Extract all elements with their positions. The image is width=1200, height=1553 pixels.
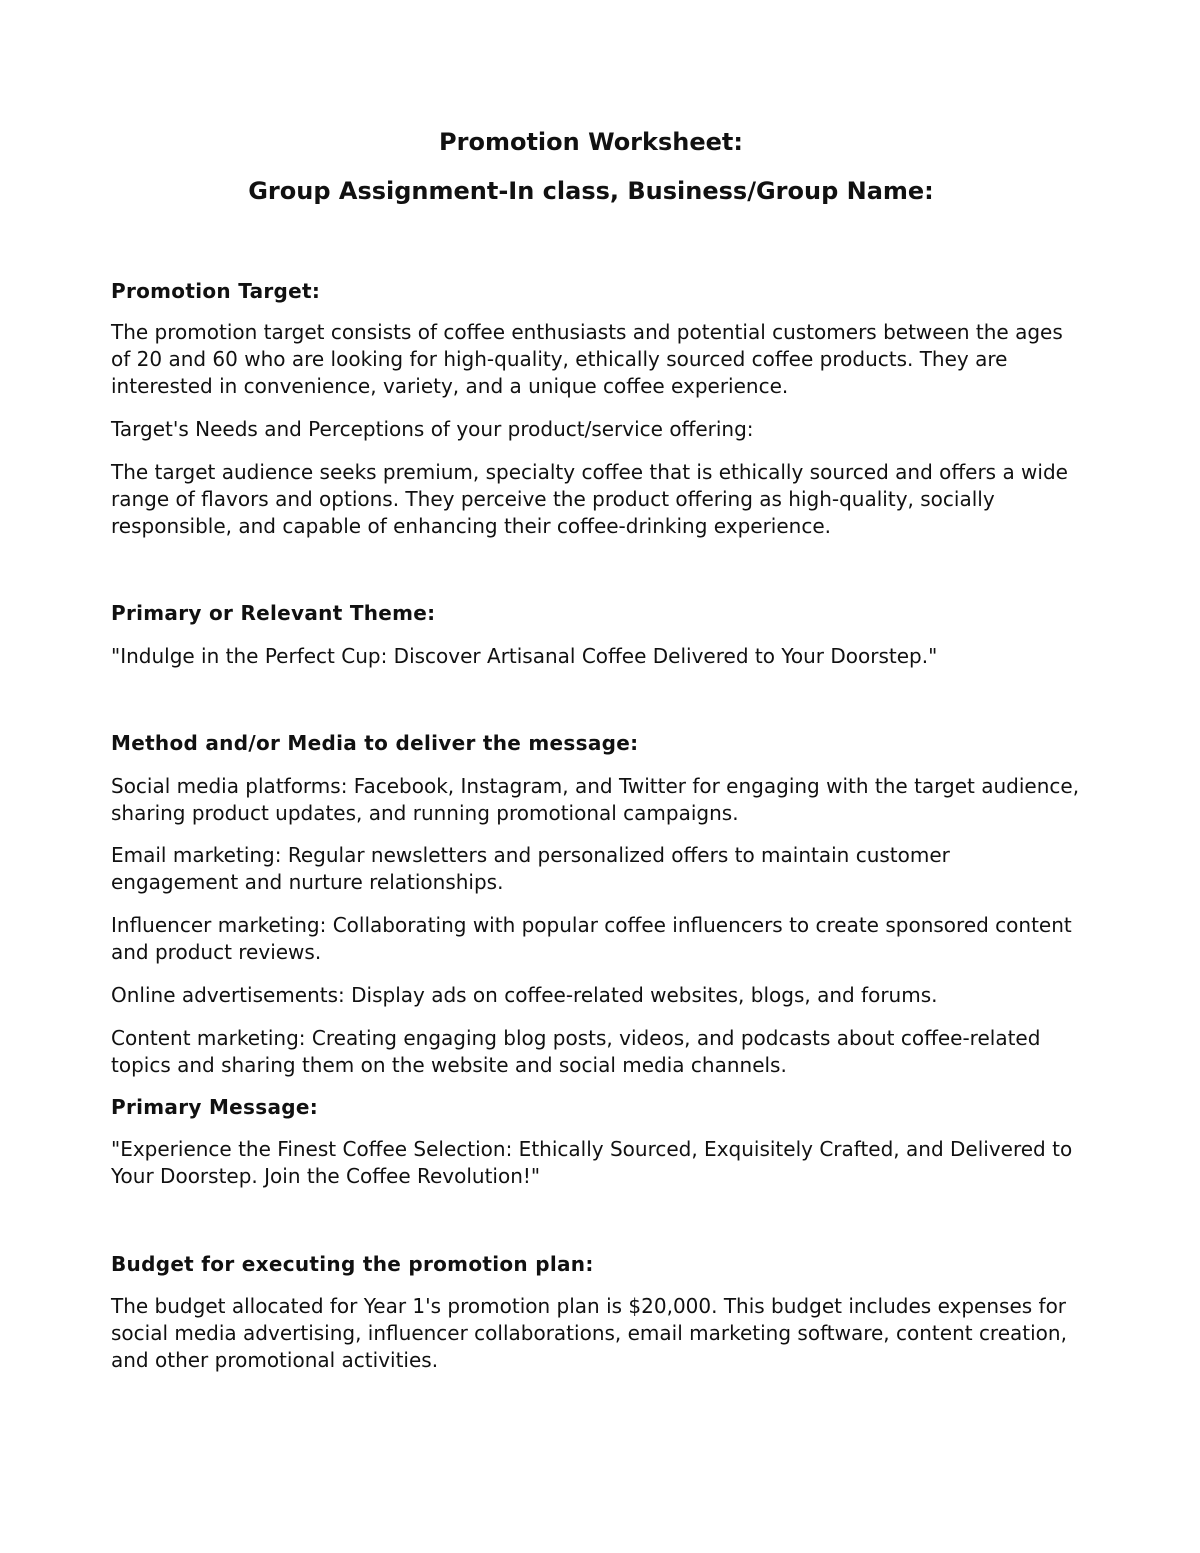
budget-heading: Budget for executing the promotion plan: bbox=[111, 1252, 594, 1276]
media-item: Online advertisements: Display ads on coffee-related websites, blogs, and forums. bbox=[111, 983, 938, 1007]
media-item: Influencer marketing: Collaborating with popular coffee influencers to create sponsored content and product reviews. bbox=[111, 913, 1072, 964]
message-text: "Experience the Finest Coffee Selection: Ethically Sourced, Exquisitely Crafted, and Delivered to Your Doorstep. Join the Coffee Revolution!" bbox=[111, 1137, 1073, 1188]
theme-text: "Indulge in the Perfect Cup: Discover Artisanal Coffee Delivered to Your Doorstep." bbox=[111, 644, 938, 668]
worksheet-title: Promotion Worksheet: bbox=[439, 128, 743, 156]
message-heading: Primary Message: bbox=[111, 1095, 319, 1119]
media-item: Content marketing: Creating engaging blog posts, videos, and podcasts about coffee-related topics and sharing them on the website and social media channels. bbox=[111, 1026, 1041, 1077]
theme-heading: Primary or Relevant Theme: bbox=[111, 601, 436, 625]
media-item: Social media platforms: Facebook, Instagram, and Twitter for engaging with the target audience, sharing product updates, and running promotional campaigns. bbox=[111, 774, 1080, 825]
worksheet-subtitle: Group Assignment-In class, Business/Group Name: bbox=[248, 177, 934, 205]
media-item: Email marketing: Regular newsletters and personalized offers to maintain customer engagement and nurture relationships. bbox=[111, 843, 950, 894]
promotion-target-heading: Promotion Target: bbox=[111, 279, 321, 303]
media-heading: Method and/or Media to deliver the message: bbox=[111, 731, 639, 755]
budget-text: The budget allocated for Year 1's promotion plan is $20,000. This budget includes expenses for social media advertising, influencer collaborations, email marketing software, content creation, and other promotional activities. bbox=[111, 1294, 1067, 1372]
target-needs-text: The target audience seeks premium, specialty coffee that is ethically sourced and offers a wide range of flavors and options. They perceive the product offering as high-quality, socially responsible, and capable of enhancing their coffee-drinking experience. bbox=[111, 460, 1068, 538]
target-needs-label: Target's Needs and Perceptions of your product/service offering: bbox=[111, 417, 754, 441]
promotion-target-text: The promotion target consists of coffee enthusiasts and potential customers between the ages of 20 and 60 who are looking for high-quality, ethically sourced coffee products. They are interested in convenience, variety, and a unique coffee experience. bbox=[111, 320, 1063, 398]
